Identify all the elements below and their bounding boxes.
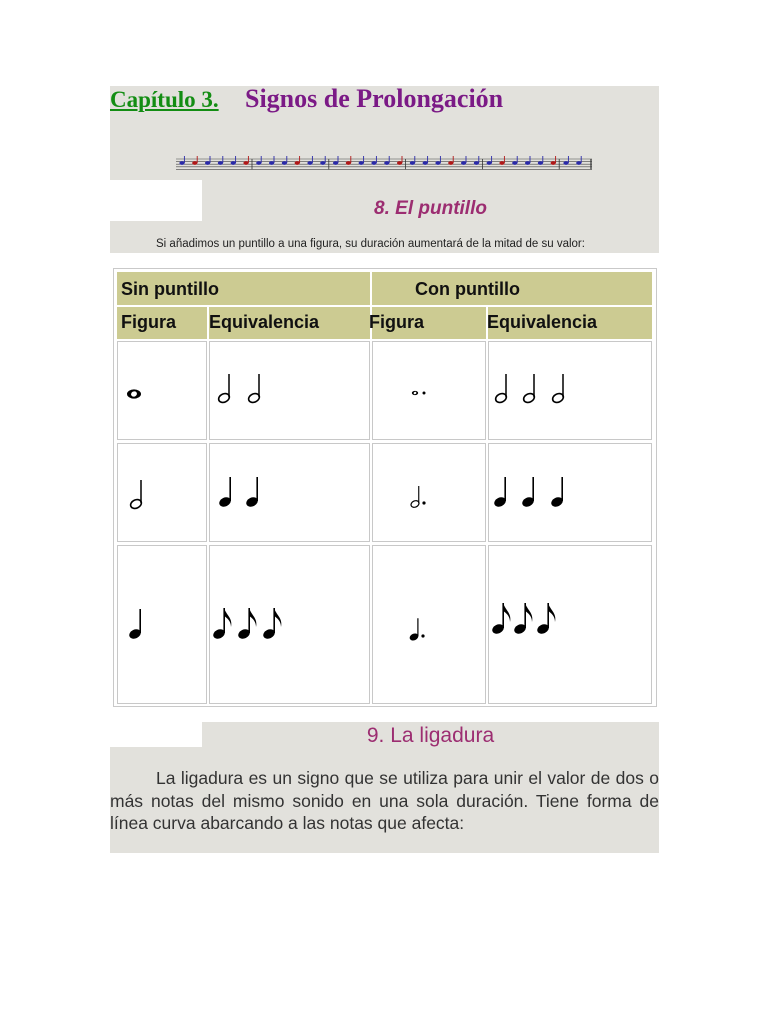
- equivalence-cell: [209, 443, 370, 542]
- chapter-link[interactable]: Capítulo 3.: [110, 87, 219, 112]
- dotted-equivalence-cell: [488, 341, 652, 440]
- col-header-figura-dotted: Figura: [372, 307, 486, 339]
- eighth-note-icon: [212, 608, 232, 641]
- eighth-note-icon: [536, 603, 556, 636]
- dotted-figure-cell: [372, 443, 486, 542]
- equivalence-cell: [209, 545, 370, 704]
- dotted-quarter-note-icon: [409, 618, 420, 642]
- half-note-icon: [129, 480, 143, 510]
- dotted-equivalence-cell: [488, 443, 652, 542]
- equivalence-cell: [209, 341, 370, 440]
- eighth-note-icon: [237, 608, 257, 641]
- eighth-note-icon: [262, 608, 282, 641]
- music-staff-icon: [176, 156, 592, 174]
- section-8-header: [202, 180, 659, 222]
- paragraph-band: [110, 747, 659, 853]
- half-note-icon: [522, 374, 536, 404]
- quarter-note-icon: [128, 609, 143, 641]
- whole-note-icon: [127, 389, 141, 398]
- group-header-con-puntillo: Con puntillo: [372, 272, 652, 305]
- col-header-equivalencia-dotted: Equivalencia: [488, 307, 652, 339]
- half-note-icon: [551, 374, 565, 404]
- intro-band: [110, 221, 659, 253]
- music-staff-decoration: [176, 156, 592, 174]
- dotted-equivalence-cell: [488, 545, 652, 704]
- dotted-whole-note-icon: [412, 391, 418, 395]
- dotted-notes-table: [113, 268, 657, 707]
- eighth-note-icon: [513, 603, 533, 636]
- half-note-icon: [217, 374, 231, 404]
- ligadura-paragraph: [110, 767, 659, 835]
- col-header-equivalencia: Equivalencia: [209, 307, 370, 339]
- dotted-figure-cell: [372, 545, 486, 704]
- half-note-icon: [247, 374, 261, 404]
- chapter-title: Signos de Prolongación: [245, 84, 504, 113]
- eighth-note-icon: [491, 603, 511, 636]
- section-9-title: 9. La ligadura: [366, 724, 495, 747]
- section-8-title: 8. El puntillo: [374, 198, 487, 219]
- quarter-note-icon: [245, 477, 260, 509]
- quarter-note-icon: [521, 477, 536, 509]
- chapter-header: [110, 86, 659, 180]
- figure-cell: [117, 545, 207, 704]
- ligadura-paragraph-text: La ligadura es un signo que se utiliza para unir el valor de dos o más notas del mismo sonido en una sola duración. Tiene forma de línea curva abarcando a las notas que afecta:: [110, 768, 659, 833]
- half-note-icon: [494, 374, 508, 404]
- section-9-header: [202, 722, 659, 748]
- dotted-figure-cell: [372, 341, 486, 440]
- group-header-sin-puntillo: Sin puntillo: [117, 272, 370, 305]
- figure-cell: [117, 341, 207, 440]
- quarter-note-icon: [218, 477, 233, 509]
- dotted-half-note-icon: [410, 486, 420, 509]
- figure-cell: [117, 443, 207, 542]
- quarter-note-icon: [493, 477, 508, 509]
- quarter-note-icon: [550, 477, 565, 509]
- col-header-figura: Figura: [117, 307, 207, 339]
- intro-text: Si añadimos un puntillo a una figura, su duración aumentará de la mitad de su valor:: [156, 238, 585, 250]
